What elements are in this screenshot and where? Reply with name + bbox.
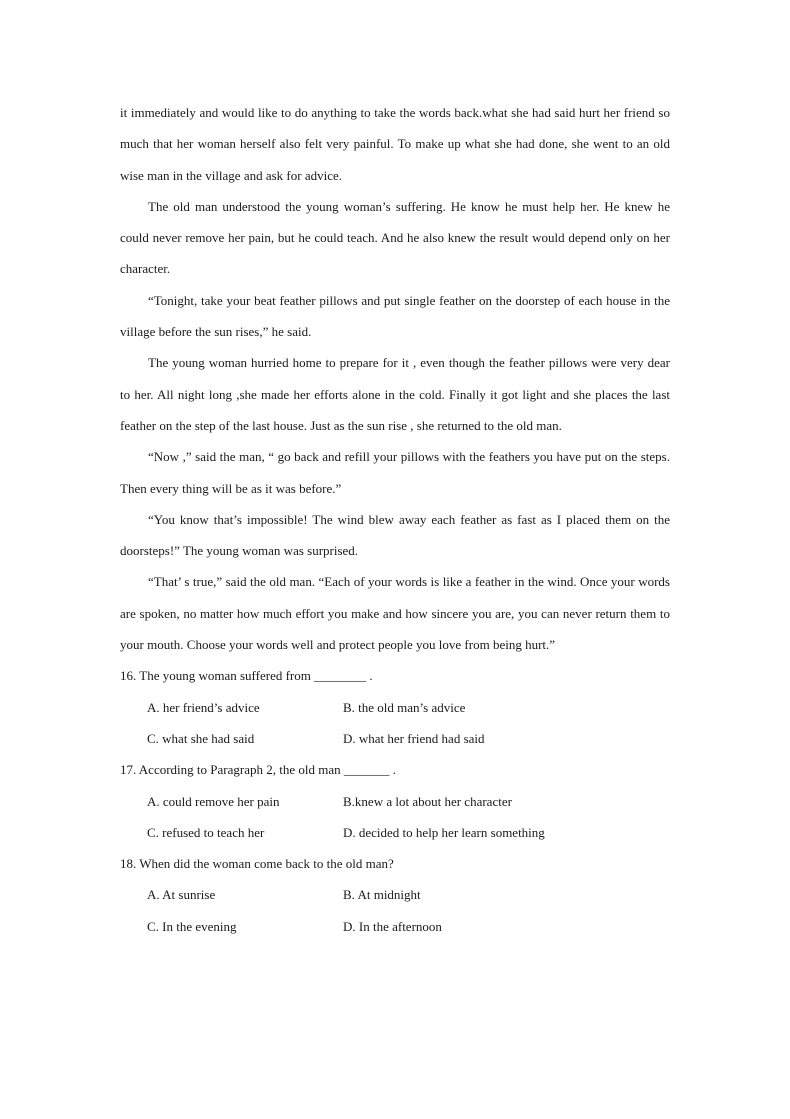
option-c: C. In the evening [147, 918, 237, 934]
option-row [120, 879, 670, 910]
question-stem: 17. According to Paragraph 2, the old man _______ . [120, 762, 396, 778]
passage [120, 97, 670, 660]
paragraph-5: “Now ,” said the man, “ go back and refill your pillows with the feathers you have put on the steps. Then every thing will be as it was before.” [120, 449, 670, 496]
option-b: B. the old man’s advice [343, 699, 466, 715]
option-a: A. her friend’s advice [147, 699, 260, 715]
option-c: C. what she had said [147, 730, 255, 746]
option-b: B.knew a lot about her character [343, 793, 512, 809]
option-a: A. could remove her pain [147, 793, 280, 809]
option-a: A. At sunrise [147, 887, 216, 903]
question-16 [120, 660, 670, 754]
question-stem: 16. The young woman suffered from ________ . [120, 668, 373, 684]
option-row [120, 786, 670, 817]
paragraph-1: it immediately and would like to do anything to take the words back.what she had said hurt her friend so much that her woman herself also felt very painful. To make up what she had done, she went to an old wise man in the village and ask for advice. [120, 105, 670, 183]
option-d: D. In the afternoon [343, 918, 442, 934]
option-c: C. refused to teach her [147, 824, 265, 840]
option-row [120, 692, 670, 723]
option-row [120, 911, 670, 942]
question-18 [120, 848, 670, 942]
paragraph-3: “Tonight, take your beat feather pillows and put single feather on the doorstep of each house in the village before the sun rises,” he said. [120, 292, 670, 340]
option-b: B. At midnight [343, 887, 421, 903]
paragraph-4: The young woman hurried home to prepare for it , even though the feather pillows were very dear to her. All night long ,she made her efforts alone in the cold. Finally it got light and she places the last feather on the step of the last house. Just as the sun rise , she returned to the old man. [120, 355, 670, 433]
document-page [120, 97, 670, 942]
question-stem: 18. When did the woman come back to the old man? [120, 856, 394, 872]
paragraph-2: The old man understood the young woman’s suffering. He know he must help her. He knew he could never remove her pain, but he could teach. And he also knew the result would depend only on her character. [120, 198, 670, 277]
paragraph-7: “That’ s true,” said the old man. “Each of your words is like a feather in the wind. Once your words are spoken, no matter how much effort you make and how sincere you are, you can never return them to your mouth. Choose your words well and protect people you love from being hurt.” [120, 574, 670, 653]
option-d: D. decided to help her learn something [343, 824, 545, 840]
option-d: D. what her friend had said [343, 730, 485, 746]
option-row [120, 817, 670, 848]
paragraph-6: “You know that’s impossible! The wind blew away each feather as fast as I placed them on the doorsteps!” The young woman was surprised. [120, 511, 670, 559]
option-row [120, 723, 670, 754]
question-17 [120, 754, 670, 848]
